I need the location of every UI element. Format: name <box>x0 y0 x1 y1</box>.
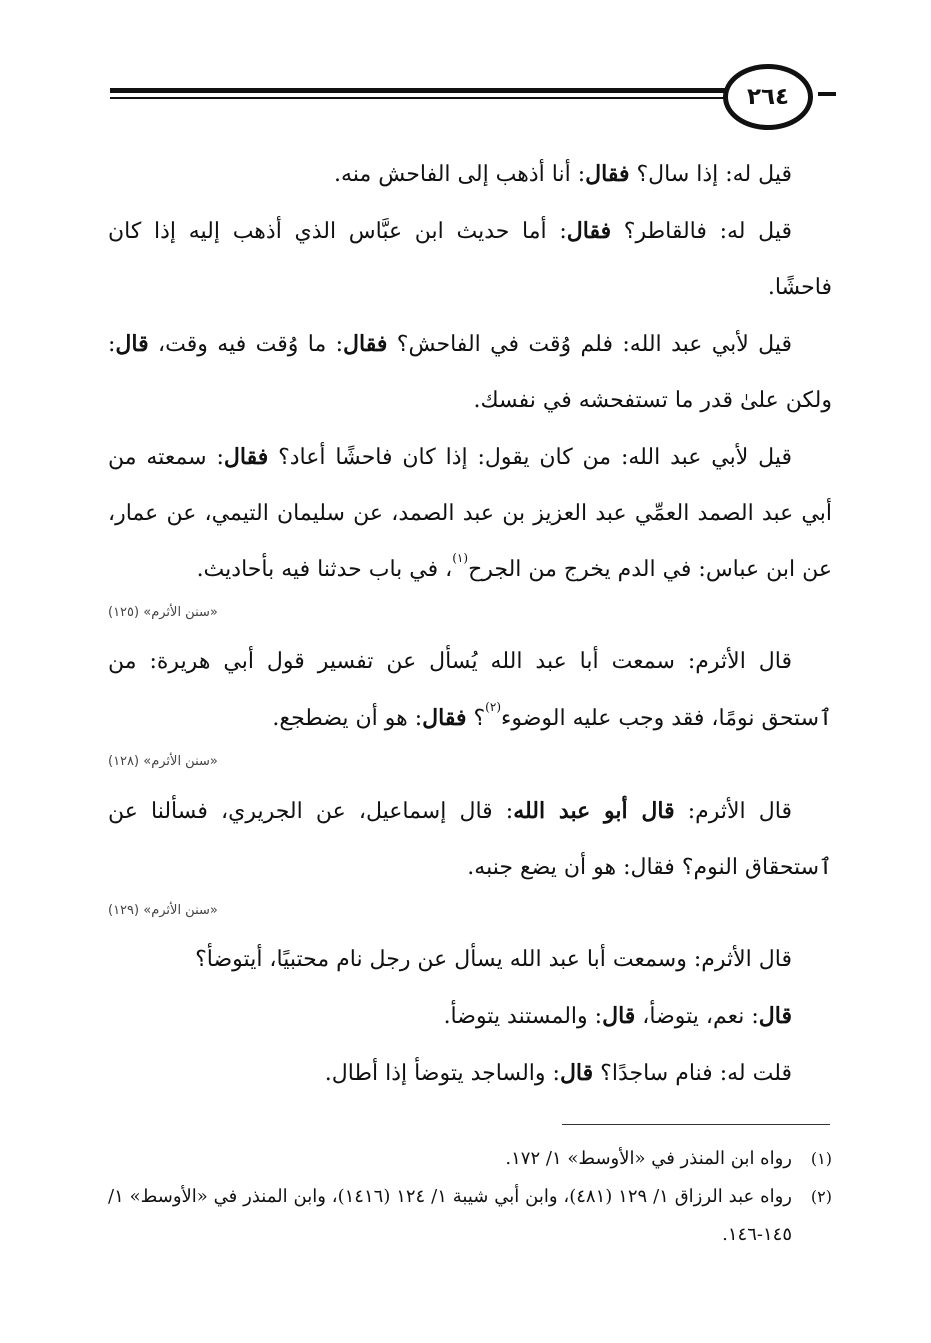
paragraph-3 <box>108 316 832 429</box>
text-span: قال الأثرم: سمعت أبا عبد الله يُسأل عن تفسير قول أبي هريرة: من ٱستحق نومًا، فقد وجب عليه الوضوء <box>108 649 832 731</box>
text-span: : هو أن يضطجع. <box>272 706 423 731</box>
bold-keyword: فقال <box>566 218 612 244</box>
footnote-ref[interactable]: (٢) <box>485 700 501 714</box>
header-rule-thin <box>110 97 725 99</box>
main-text <box>108 146 832 1102</box>
text-span: : والمستند يتوضأ. <box>443 1004 603 1029</box>
paragraph-7 <box>108 932 832 988</box>
text-span: قيل لأبي عبد الله: من كان يقول: إذا كان فاحشًا أعاد؟ <box>268 445 792 470</box>
footnote-separator <box>562 1124 830 1125</box>
text-span: قيل لأبي عبد الله: فلم وُقت في الفاحش؟ <box>387 332 792 357</box>
footnote-text: رواه عبد الرزاق ١/ ١٢٩ (٤٨١)، وابن أبي شيبة ١/ ١٢٤ (١٤١٦)، وابن المنذر في «الأوسط» ١/ ١٤٥-١٤٦. <box>108 1186 792 1245</box>
text-span: : والساجد يتوضأ إذا أطال. <box>324 1061 560 1086</box>
bold-keyword: قال <box>559 1060 594 1086</box>
bold-keyword: قال أبو عبد الله <box>513 798 675 824</box>
text-span: : نعم، يتوضأ، <box>635 1004 759 1029</box>
paragraph-1 <box>108 146 832 203</box>
bold-keyword: قال <box>115 331 149 357</box>
header-rule-tail <box>818 92 836 96</box>
text-span: قيل له: فالقاطر؟ <box>611 219 792 244</box>
source-reference: «سنن الأثرم» (١٢٥) <box>108 605 218 620</box>
paragraph-2 <box>108 203 832 316</box>
bold-keyword: فقال <box>422 705 467 731</box>
footnotes <box>108 1140 832 1254</box>
page-number-badge <box>723 64 813 130</box>
paragraph-4 <box>108 429 832 598</box>
footnote <box>108 1140 832 1178</box>
source-reference: «سنن الأثرم» (١٢٩) <box>108 903 218 918</box>
footnote-number: (١) <box>810 1149 832 1168</box>
page-header <box>0 0 931 140</box>
text-span: : ما وُقت فيه وقت، <box>148 332 344 357</box>
bold-keyword: فقال <box>223 444 269 470</box>
text-span: قيل له: إذا سال؟ <box>629 162 792 187</box>
text-span: قال الأثرم: <box>674 799 792 824</box>
text-span: قلت له: فنام ساجدًا؟ <box>593 1061 792 1086</box>
text-span: قال الأثرم: وسمعت أبا عبد الله يسأل عن رجل نام محتبيًا، أيتوضأ؟ <box>195 947 792 972</box>
source-reference: «سنن الأثرم» (١٢٨) <box>108 754 218 769</box>
footnote-number: (٢) <box>810 1187 832 1206</box>
paragraph-8 <box>108 988 832 1045</box>
text-span: : ولكن علىٰ قدر ما تستفحشه في نفسك. <box>108 332 832 413</box>
bold-keyword: فقال <box>343 331 388 357</box>
text-span: : أما حديث ابن عبَّاس الذي أذهب إليه إذا كان فاحشًا. <box>108 219 832 300</box>
text-span: : قال إسماعيل، عن الجريري، فسألنا عن ٱستحقاق النوم؟ فقال: هو أن يضع جنبه. <box>108 799 832 880</box>
text-span: : أنا أذهب إلى الفاحش منه. <box>334 162 586 187</box>
bold-keyword: قال <box>602 1003 636 1029</box>
bold-keyword: فقال <box>585 161 630 187</box>
bold-keyword: قال <box>758 1003 792 1029</box>
paragraph-6 <box>108 783 832 896</box>
paragraph-9 <box>108 1045 832 1102</box>
header-rule-thick <box>110 88 725 93</box>
footnote-ref[interactable]: (١) <box>452 551 469 565</box>
footnote-text: رواه ابن المنذر في «الأوسط» ١/ ١٧٢. <box>505 1148 792 1169</box>
text-span: : سمعته من أبي عبد الصمد العمِّي عبد العزيز بن عبد الصمد، عن سليمان التيمي، عن عمار، عن ابن عباس: في الدم يخرج من الجرح <box>108 445 832 582</box>
text-span: ، في باب حدثنا فيه بأحاديث. <box>196 557 453 582</box>
footnote <box>108 1178 832 1254</box>
paragraph-5 <box>108 634 832 747</box>
page-number: ٢٦٤ <box>746 84 790 110</box>
text-span: ؟ <box>466 706 486 731</box>
